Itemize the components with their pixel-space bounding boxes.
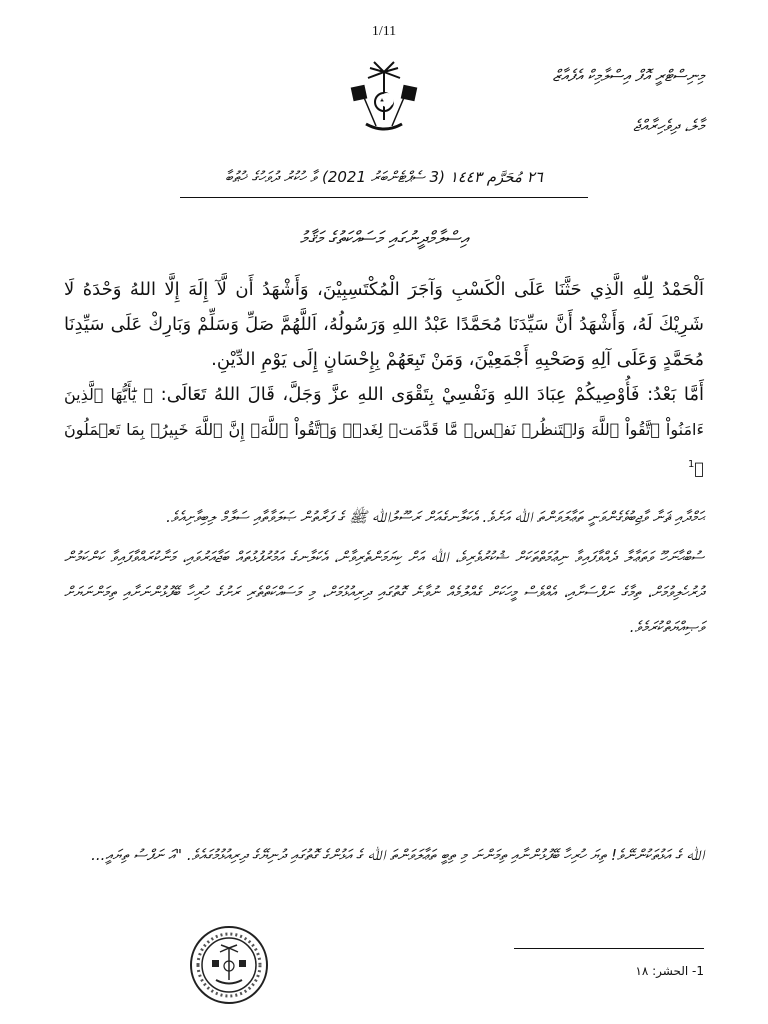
- arabic-amma-badu: أَمَّا بَعْدُ: فَأُوْصِيكُمْ عِبَادَ اللهِ وَنَفْسِيْ بِتَقْوَى اللهِ عزَّ وَجَلَّ، قَالَ اللهُ تَعَالَى:: [160, 384, 705, 405]
- footnote-divider: [514, 948, 704, 949]
- ministry-location: މާލެ، ދިވެހިރާއްޖެ: [633, 116, 704, 135]
- footnote: 1- الحشر: ١٨: [635, 964, 704, 978]
- ministry-name: މިނިސްޓްރީ އޮފް އިސްލާމިކް އެފެއާޒް: [552, 66, 704, 85]
- thaana-paragraph-2: [64, 540, 704, 645]
- date-underline: [180, 197, 588, 198]
- page-number: 1/11: [371, 24, 397, 39]
- footnote-reference: 1: [688, 459, 695, 470]
- thaana-paragraph-3: [64, 838, 704, 873]
- date-line: ٢٦ مُحَرَّم ١٤٤٣ (3 ސެޕްޓެންބަރު 2021) ވާ ހުކުރު ދުވަހުގެ ޚުޠުބާ: [225, 168, 543, 186]
- arabic-praise-paragraph: اَلْحَمْدُ لِلّٰهِ الَّذِي حَثَّنَا عَلَى الْكَسْبِ وَآجَرَ الْمُكْتَسِبِيْنَ، وَأَشْهَدُ أَن لَّآ إِلَهَ إِلَّا اللهُ وَحْدَهُ لَا شَرِيْكَ لَهُ، وَأَشْهَدُ أَنَّ سَيِّدَنَا مُحَمَّدًا عَبْدُ اللهِ وَرَسُولُهُ، اَللَّهُمَّ صَلِّ وَسَلِّمْ وَبَارِكْ عَلَى سَيِّدِنَا مُحَمَّدٍ وَعَلَى آلِهِ وَصَحْبِهِ أَجْمَعِيْنَ، وَمَنْ تَبِعَهُمْ بِإِحْسَانٍ إِلَى يَوْمِ الدِّيْنِ.: [64, 279, 704, 370]
- ministry-round-seal-icon: [188, 924, 270, 1006]
- thaana-paragraph-1: [64, 500, 704, 535]
- arabic-opening: [64, 272, 704, 486]
- sermon-title: އިސްލާމްދީނުގައި މަސައްކަތުގެ މަޤާމު: [299, 228, 469, 249]
- arabic-amma-badu-paragraph: [64, 377, 704, 486]
- maldives-national-emblem-icon: [346, 58, 422, 138]
- thaana-praise-text: ޙަމްދާއި ޘަނާ ވާޖިބުވެގެންވަނީ ތަޢާލަވަންތަ ﷲ އަށެވެ. އެކަލާނގެއަށް ރަސޫލުﷲ ﷺ ގެ ފަރާތުން ޞަލަވާތާއި ސަލާމް ލިބިވާށިއެވެ.: [166, 508, 704, 526]
- quran-verse: ﴿ يَٰٓأَيُّهَا ٱلَّذِينَ ءَامَنُواْ ٱتَّقُواْ ٱللَّهَ وَلۡتَنظُرۡ نَفۡسٞ مَّا قَدَّمَتۡ لِغَدٖۖ وَٱتَّقُواْ ٱللَّهَۚ إِنَّ ٱللَّهَ خَبِيرُۢ بِمَا تَعۡمَلُونَ ﴾: [64, 385, 704, 478]
- thaana-servants-text: ﷲ ގެ އަޅުތަކުންނޭވެ! ތިޔަ ހުރިހާ ބޭފުޅުންނާއި ތިމަންނަ މި ތިބީ ތަޢާލަވަންތަ ﷲ ގެ އަޅުންގެ ގޮތުގައި ދުނިޔޭގެ ދިރިއުޅުމުގައެވެ. "އަ ނަފްސު ތިޔައީ...: [91, 846, 704, 864]
- thaana-advice-text: ސުބްޙާނަހޫ ވަތަޢާލާ ދެއްވާފައިވާ ނިޢުމަތްތަކަށް ޝުކުރުވެރިވެ، ﷲ އަށް ކިޔަމަންތެރިވާން، އެކަލާނގެ އަމުރުފުޅުތައް ބަޖާއަރުވައި، މަނާކުރައްވާފައިވާ ކަންކަމުން ދުރުހެލިވުމަށް، ތިމާގެ ނަފްސަށާއި، އެއްވެސް މީހަކަށް ގެއްލުމެއް ނުވާނެ ގޮތުގައި ދިރިއުޅުމަށް، މި މަސައްކަތްތެރި ރަށުގެ ހުރިހާ ބޭފުޅުންނަށާއި ތިމަންނަޔަށް ވަޞިއްޔަތްކުރަމެވެ.: [64, 548, 704, 636]
